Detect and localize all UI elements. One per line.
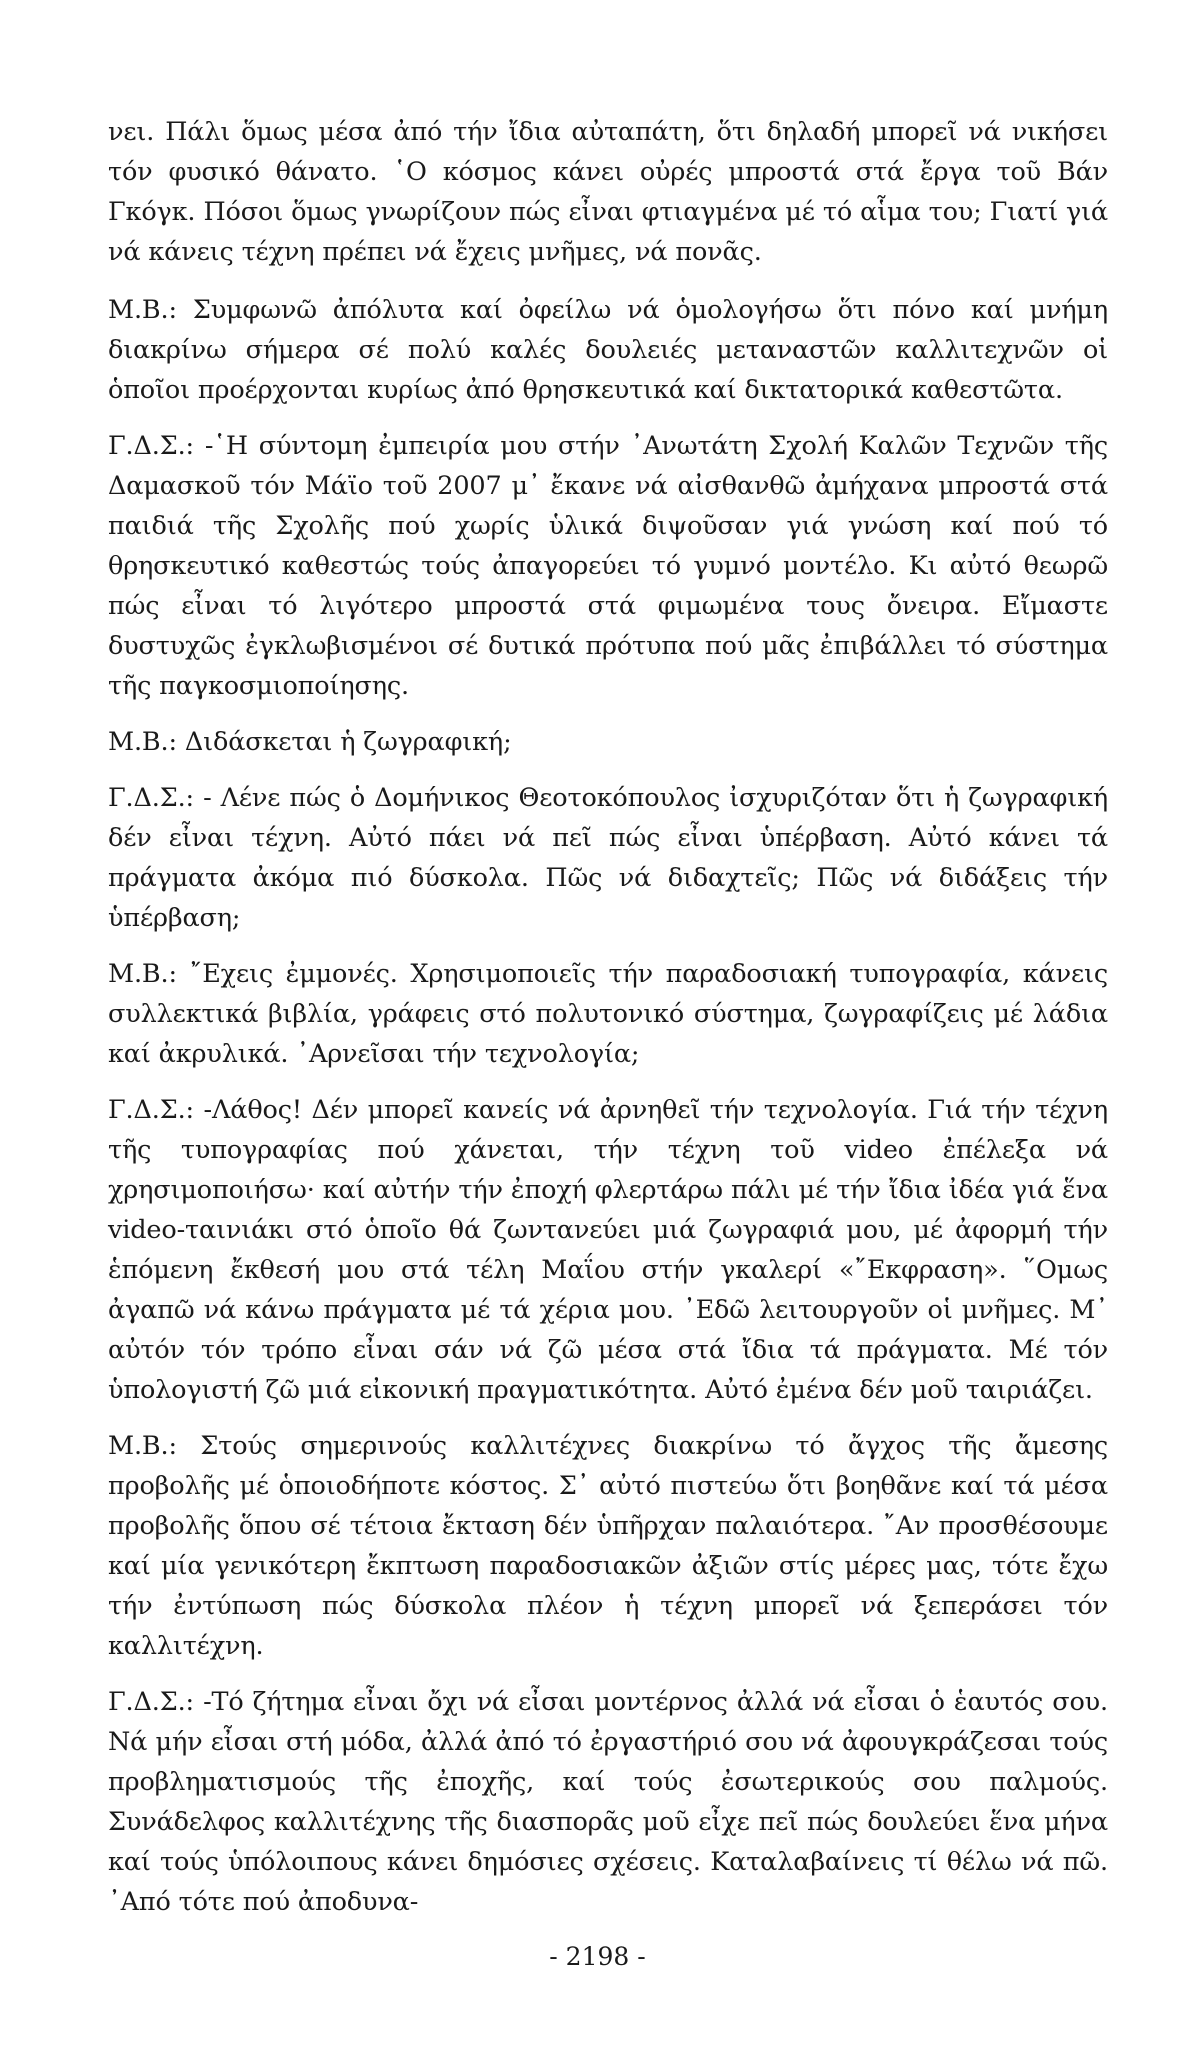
paragraph-2	[108, 290, 1108, 410]
speaker-label: Μ.Β.:	[108, 727, 177, 757]
page-body	[108, 112, 1108, 1938]
speaker-label: Γ.Δ.Σ.:	[108, 783, 194, 813]
paragraph-text: -Τό ζήτημα εἶναι ὄχι νά εἶσαι μοντέρνος ἀλλά νά εἶσαι ὁ ἑαυτός σου. Νά μήν εἶσαι στή μόδα, ἀλλά ἀπό τό ἐργαστήριό σου νά ἀφουγκράζεσαι τούς προβληματισμούς τῆς ἐποχῆς, καί τούς ἐσωτερικούς σου παλμούς. Συνάδελφος καλλιτέχνης τῆς διασπορᾶς μοῦ εἶχε πεῖ πώς δουλεύει ἕνα μήνα καί τούς ὑπόλοιπους κάνει δημόσιες σχέσεις. Καταλαβαίνεις τί θέλω νά πῶ. ᾿Από τότε πού ἀποδυνα-	[108, 1687, 1108, 1917]
speaker-label: Μ.Β.:	[108, 959, 177, 989]
paragraph-text: - Λένε πώς ὁ Δομήνικος Θεοτοκόπουλος ἰσχυριζόταν ὅτι ἡ ζωγραφική δέν εἶναι τέχνη. Αὐτό πάει νά πεῖ πώς εἶναι ὑπέρβαση. Αὐτό κάνει τά πράγματα ἀκόμα πιό δύσκολα. Πῶς νά διδαχτεῖς; Πῶς νά διδάξεις τήν ὑπέρβαση;	[108, 783, 1108, 933]
paragraph-text: -῾Η σύντομη ἐμπειρία μου στήν ᾿Ανωτάτη Σχολή Καλῶν Τεχνῶν τῆς Δαμασκοῦ τόν Μάϊο τοῦ 2007 μ᾿ ἔκανε νά αἰσθανθῶ ἀμήχανα μπροστά στά παιδιά τῆς Σχολῆς πού χωρίς ὑλικά διψοῦσαν γιά γνώση καί πού τό θρησκευτικό καθεστώς τούς ἀπαγορεύει τό γυμνό μοντέλο. Κι αὐτό θεωρῶ πώς εἶναι τό λιγότερο μπροστά στά φιμωμένα τους ὄνειρα. Εἴμαστε δυστυχῶς ἐγκλωβισμένοι σέ δυτικά πρότυπα πού μᾶς ἐπιβάλλει τό σύστημα τῆς παγκοσμιοποίησης.	[108, 431, 1108, 701]
paragraph-text: ῎Εχεις ἐμμονές. Χρησιμοποιεῖς τήν παραδοσιακή τυπογραφία, κάνεις συλλεκτικά βιβλία, γράφεις στό πολυτονικό σύστημα, ζωγραφίζεις μέ λάδια καί ἀκρυλικά. ᾿Αρνεῖσαι τήν τεχνολογία;	[108, 959, 1108, 1069]
paragraph-8	[108, 1426, 1108, 1666]
speaker-label: Γ.Δ.Σ.:	[108, 431, 194, 461]
paragraph-text: Συμφωνῶ ἀπόλυτα καί ὀφείλω νά ὁμολογήσω ὅτι πόνο καί μνήμη διακρίνω σήμερα σέ πολύ καλές δουλειές μεταναστῶν καλλιτεχνῶν οἱ ὁποῖοι προέρχονται κυρίως ἀπό θρησκευτικά καί δικτατορικά καθεστῶτα.	[108, 295, 1108, 405]
paragraph-7	[108, 1090, 1108, 1410]
speaker-label: Μ.Β.:	[108, 295, 177, 325]
paragraph-9	[108, 1682, 1108, 1922]
paragraph-5	[108, 778, 1108, 938]
speaker-label: Γ.Δ.Σ.:	[108, 1095, 194, 1125]
paragraph-text: Διδάσκεται ἡ ζωγραφική;	[184, 727, 512, 757]
paragraph-text: νει. Πάλι ὅμως μέσα ἀπό τήν ἴδια αὐταπάτη, ὅτι δηλαδή μπορεῖ νά νικήσει τόν φυσικό θάνατο. ῾Ο κόσμος κάνει οὐρές μπροστά στά ἔργα τοῦ Βάν Γκόγκ. Πόσοι ὅμως γνωρίζουν πώς εἶναι φτιαγμένα μέ τό αἷμα του; Γιατί γιά νά κάνεις τέχνη πρέπει νά ἔχεις μνῆμες, νά πονᾶς.	[108, 117, 1108, 267]
paragraph-1	[108, 112, 1108, 272]
paragraph-text: Στούς σημερινούς καλλιτέχνες διακρίνω τό ἄγχος τῆς ἄμεσης προβολῆς μέ ὁποιοδήποτε κόστος. Σ᾿ αὐτό πιστεύω ὅτι βοηθᾶνε καί τά μέσα προβολῆς ὅπου σέ τέτοια ἔκταση δέν ὑπῆρχαν παλαιότερα. ῎Αν προσθέσουμε καί μία γενικότερη ἔκπτωση παραδοσιακῶν ἀξιῶν στίς μέρες μας, τότε ἔχω τήν ἐντύπωση πώς δύσκολα πλέον ἡ τέχνη μπορεῖ νά ξεπεράσει τόν καλλιτέχνη.	[108, 1431, 1108, 1661]
paragraph-4	[108, 722, 1108, 762]
speaker-label: Μ.Β.:	[108, 1431, 177, 1461]
paragraph-text: -Λάθος! Δέν μπορεῖ κανείς νά ἀρνηθεῖ τήν τεχνολογία. Γιά τήν τέχνη τῆς τυπογραφίας πού χάνεται, τήν τέχνη τοῦ video ἐπέλεξα νά χρησιμοποιήσω· καί αὐτήν τήν ἐποχή φλερτάρω πάλι μέ τήν ἴδια ἰδέα γιά ἕνα video-ταινιάκι στό ὁποῖο θά ζωντανεύει μιά ζωγραφιά μου, μέ ἀφορμή τήν ἑπόμενη ἔκθεσή μου στά τέλη Μαΐου στήν γκαλερί «῎Εκφραση». ῞Ομως ἀγαπῶ νά κάνω πράγματα μέ τά χέρια μου. ᾿Εδῶ λειτουργοῦν οἱ μνῆμες. Μ᾿ αὐτόν τόν τρόπο εἶναι σάν νά ζῶ μέσα στά ἴδια τά πράγματα. Μέ τόν ὑπολογιστή ζῶ μιά εἰκονική πραγματικότητα. Αὐτό ἐμένα δέν μοῦ ταιριάζει.	[108, 1095, 1108, 1405]
speaker-label: Γ.Δ.Σ.:	[108, 1687, 194, 1717]
paragraph-3	[108, 426, 1108, 706]
page-number: - 2198 -	[549, 1942, 646, 1971]
paragraph-6	[108, 954, 1108, 1074]
